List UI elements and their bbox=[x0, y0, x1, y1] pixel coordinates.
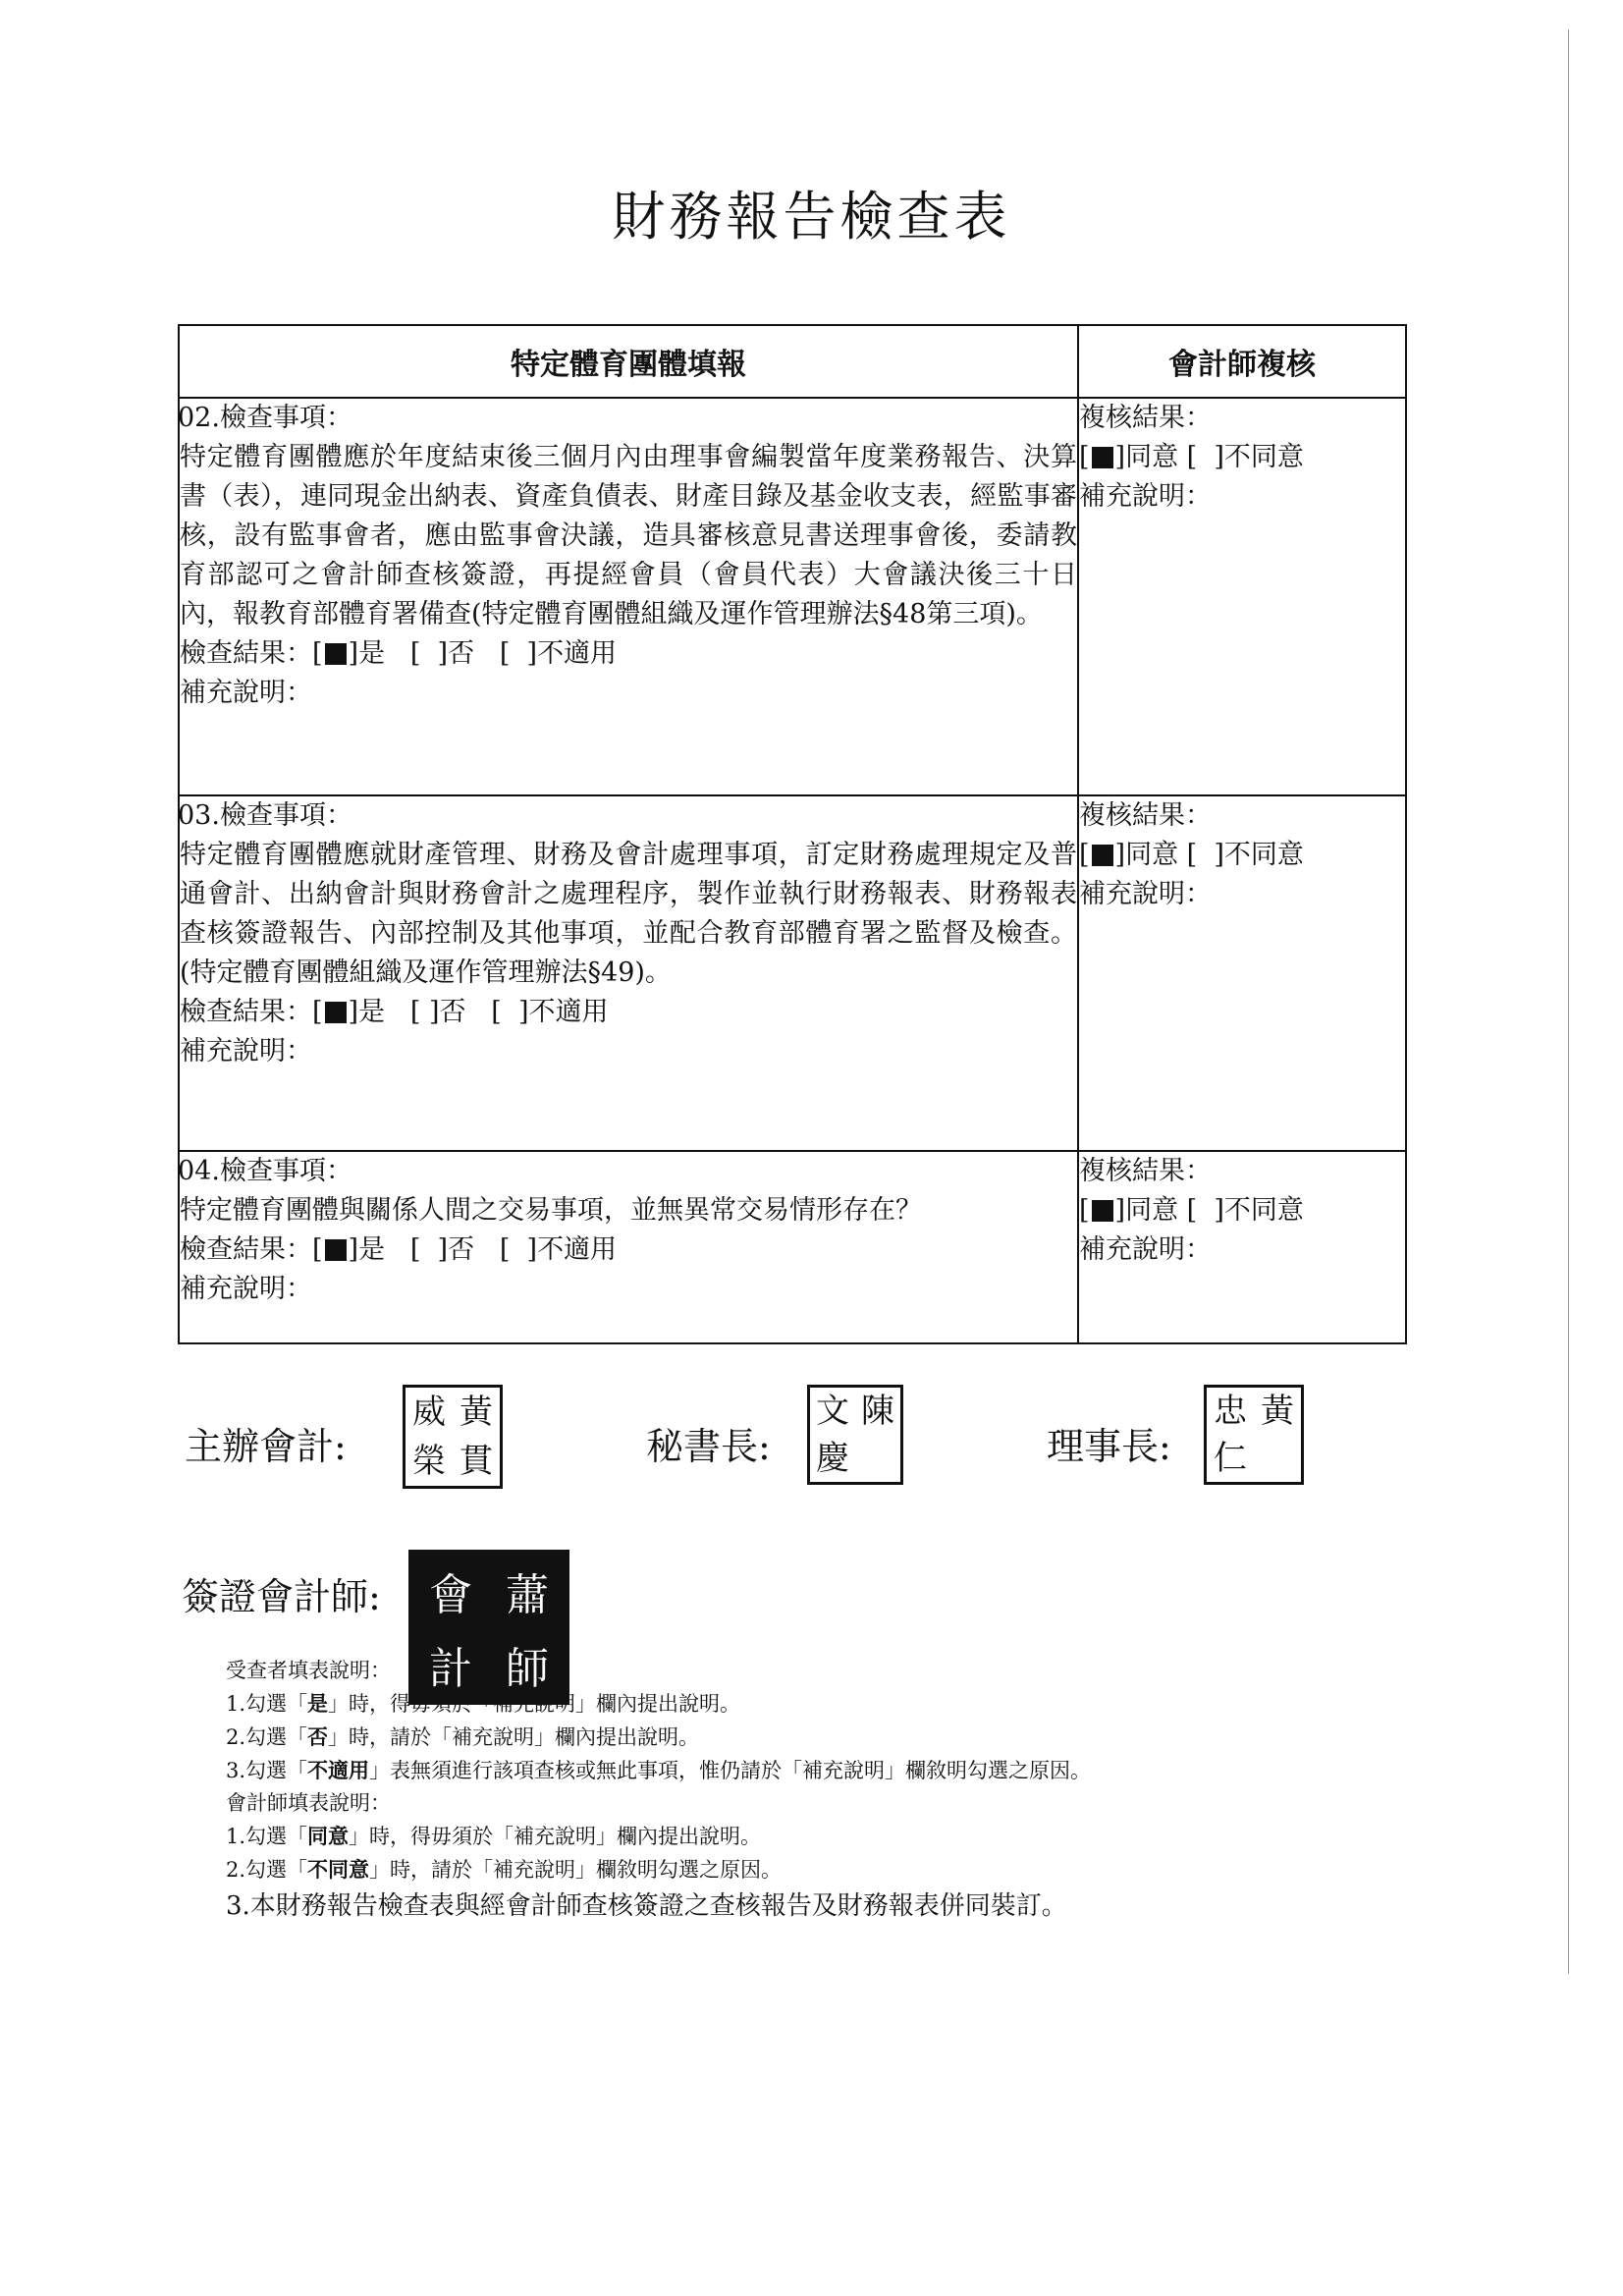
header-filler: 特定體育團體填報 bbox=[179, 325, 1078, 398]
option-agree: 同意 bbox=[1125, 840, 1179, 870]
review-note-label: 補充說明： bbox=[1079, 879, 1212, 909]
check-item-02 bbox=[179, 398, 1078, 795]
cpa-instruction-1: 1.勾選「同意」時，得毋須於「補充說明」欄內提出說明。 bbox=[226, 1824, 762, 1848]
checked-box-icon[interactable] bbox=[1092, 845, 1113, 866]
option-yes: 是 bbox=[358, 997, 386, 1027]
item-number: 04.檢查事項： bbox=[178, 1156, 352, 1186]
result-label: 檢查結果： bbox=[180, 638, 312, 669]
review-label: 複核結果： bbox=[1079, 800, 1212, 831]
table-row bbox=[179, 1151, 1406, 1343]
option-agree: 同意 bbox=[1125, 442, 1179, 472]
review-cell-03 bbox=[1078, 795, 1406, 1151]
option-na: 不適用 bbox=[528, 997, 609, 1027]
review-note-label: 補充說明： bbox=[1079, 481, 1212, 512]
cpa-seal: 會 蕭 計 師 bbox=[408, 1550, 569, 1705]
page-margin-line bbox=[1568, 29, 1569, 1974]
note-label: 補充說明： bbox=[180, 678, 312, 708]
cpa-label: 簽證會計師: bbox=[182, 1575, 381, 1618]
check-result-line: 檢查結果：[ ]是 [ ]否 [ ]不適用 bbox=[180, 997, 609, 1027]
checked-box-icon[interactable] bbox=[325, 1239, 347, 1261]
table-row bbox=[179, 398, 1406, 795]
checked-box-icon[interactable] bbox=[1092, 1200, 1113, 1222]
option-agree: 同意 bbox=[1125, 1195, 1179, 1226]
item-number: 02.檢查事項： bbox=[178, 403, 352, 433]
item-number: 03.檢查事項： bbox=[178, 800, 352, 831]
review-options: [ ]同意 [ ]不同意 bbox=[1079, 442, 1304, 472]
cpa-instruction-2: 2.勾選「不同意」時，請於「補充說明」欄敘明勾選之原因。 bbox=[226, 1857, 783, 1882]
review-cell-02 bbox=[1078, 398, 1406, 795]
option-yes: 是 bbox=[358, 638, 386, 669]
checked-box-icon[interactable] bbox=[1092, 447, 1113, 468]
accountant-seal: 威 黃 榮 貫 bbox=[403, 1385, 503, 1489]
option-no: 否 bbox=[439, 997, 466, 1027]
check-table bbox=[178, 324, 1407, 1344]
review-note-label: 補充說明： bbox=[1079, 1234, 1212, 1265]
review-cell-04 bbox=[1078, 1151, 1406, 1343]
check-item-03 bbox=[179, 795, 1078, 1151]
item-text: 特定體育團體應於年度結束後三個月內由理事會編製當年度業務報告、決算書（表），連同現金出納表、資產負債表、財產目錄及基金收支表，經監事審核，設有監事會者，應由監事會決議，造具審核意見書送理事會後，委請教育部認可之會計師查核簽證，再提經會員（會員代表）大會議決後三十日內，報教育部體育署備查(特定體育團體組織及運作管理辦法§48第三項)。 bbox=[180, 442, 1077, 629]
note-label: 補充說明： bbox=[180, 1036, 312, 1066]
review-options: [ ]同意 [ ]不同意 bbox=[1079, 840, 1304, 870]
result-label: 檢查結果： bbox=[180, 997, 312, 1027]
signature-row bbox=[0, 1385, 1623, 1493]
filler-instruction-2: 2.勾選「否」時，請於「補充說明」欄內提出說明。 bbox=[226, 1724, 700, 1749]
final-instruction: 3.本財務報告檢查表與經會計師查核簽證之查核報告及財務報表併同裝訂。 bbox=[226, 1891, 1067, 1921]
option-disagree: 不同意 bbox=[1223, 442, 1304, 472]
page-title: 財務報告檢查表 bbox=[612, 186, 1011, 247]
checked-box-icon[interactable] bbox=[325, 1002, 347, 1023]
option-no: 否 bbox=[448, 638, 475, 669]
secretary-label: 秘書長: bbox=[646, 1425, 771, 1468]
filler-instruction-1: 1.勾選「是」時，得毋須於「補充說明」欄內提出說明。 bbox=[226, 1691, 741, 1716]
secretary-seal: 文 陳 慶 bbox=[807, 1385, 903, 1485]
result-label: 檢查結果： bbox=[180, 1234, 312, 1265]
table-row bbox=[179, 795, 1406, 1151]
filler-instruction-3: 3.勾選「不適用」表無須進行該項查核或無此事項，惟仍請於「補充說明」欄敘明勾選之原因。 bbox=[226, 1758, 1092, 1782]
instructions bbox=[226, 1655, 1355, 1926]
review-options: [ ]同意 [ ]不同意 bbox=[1079, 1195, 1304, 1226]
table-header-row bbox=[179, 325, 1406, 398]
option-disagree: 不同意 bbox=[1223, 1195, 1304, 1226]
accountant-label: 主辦會計: bbox=[185, 1425, 347, 1468]
review-label: 複核結果： bbox=[1079, 403, 1212, 433]
filler-instructions-heading: 受查者填表說明： bbox=[226, 1659, 391, 1682]
option-disagree: 不同意 bbox=[1223, 840, 1304, 870]
option-no: 否 bbox=[448, 1234, 475, 1265]
check-result-line: 檢查結果：[ ]是 [ ]否 [ ]不適用 bbox=[180, 1234, 618, 1265]
cpa-instructions-heading: 會計師填表說明： bbox=[226, 1791, 391, 1815]
option-yes: 是 bbox=[358, 1234, 386, 1265]
item-text: 特定體育團體應就財產管理、財務及會計處理事項，訂定財務處理規定及普通會計、出納會計與財務會計之處理程序，製作並執行財務報表、財務報表查核簽證報告、內部控制及其他事項，並配合教育部體育署之監督及檢查。(特定體育團體組織及運作管理辦法§49)。 bbox=[180, 840, 1077, 988]
option-na: 不適用 bbox=[537, 638, 618, 669]
check-item-04 bbox=[179, 1151, 1078, 1343]
option-na: 不適用 bbox=[537, 1234, 618, 1265]
note-label: 補充說明： bbox=[180, 1274, 312, 1304]
chairman-label: 理事長: bbox=[1047, 1425, 1171, 1468]
item-text: 特定體育團體與關係人間之交易事項，並無異常交易情形存在？ bbox=[180, 1195, 922, 1226]
header-reviewer: 會計師複核 bbox=[1078, 325, 1406, 398]
check-result-line: 檢查結果：[ ]是 [ ]否 [ ]不適用 bbox=[180, 638, 618, 669]
review-label: 複核結果： bbox=[1079, 1156, 1212, 1186]
chairman-seal: 忠 黃 仁 bbox=[1204, 1385, 1304, 1485]
checked-box-icon[interactable] bbox=[325, 643, 347, 665]
